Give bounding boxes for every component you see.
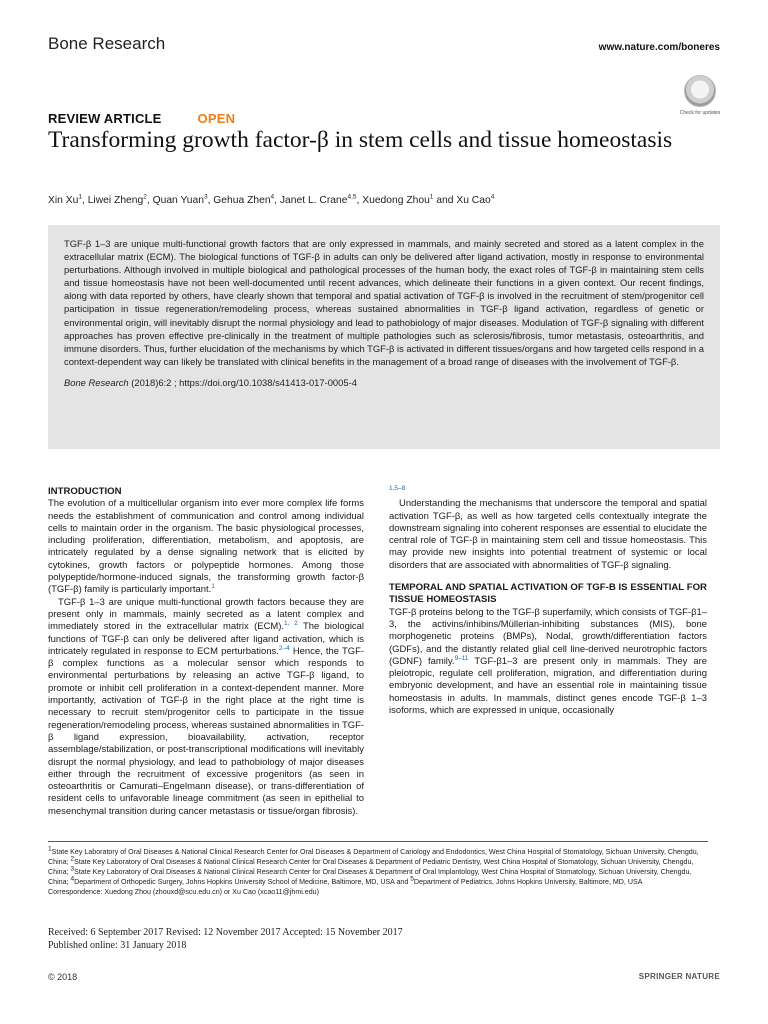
reference-link[interactable]: 1: [211, 583, 215, 591]
author-affiliation-mark: 2: [143, 193, 147, 201]
check-for-updates-label: Check for updates: [679, 110, 721, 116]
author-list: Xin Xu$^1$, Liwei Zheng$^2$, Quan Yuan$^3$, Gehua Zhen$^4$, Janet L. Crane$^{4,5}$, Xuedong Zhou$^1$ and Xu Cao$^4$: [48, 193, 495, 206]
affiliation-text: State Key Laboratory of Oral Diseases & National Clinical Research Center for Oral Diseases & Department of Oral Implantology, West China Hospital of Stomatology, Sichuan University, Chengdu, China;: [48, 868, 692, 887]
reference-link[interactable]: 1, 2: [284, 620, 298, 628]
footnote-divider: [48, 841, 708, 842]
author-name: Xin Xu: [48, 195, 79, 206]
article-dates: [48, 927, 648, 952]
abstract-box: [48, 225, 720, 449]
citation-doi-link[interactable]: (2018)6:2 ; https://doi.org/10.1038/s41413-017-0005-4: [128, 376, 357, 388]
body-column-left: [48, 486, 364, 818]
journal-url-link[interactable]: www.nature.com/boneres: [598, 42, 720, 53]
author-affiliation-mark: 3: [203, 193, 208, 201]
publisher-logo: SPRINGER NATURE: [638, 972, 720, 981]
article-type: REVIEW ARTICLE: [48, 111, 162, 126]
author-name: Gehua Zhen: [213, 195, 271, 206]
citation-journal: Bone Research: [64, 376, 129, 388]
author-name: Liwei Zheng: [87, 195, 144, 206]
affiliation-mark: 5: [410, 875, 414, 883]
paragraph-1: [48, 498, 364, 596]
open-access-label: OPEN: [197, 111, 236, 126]
paragraph-4-text: TGF-β1–3 are present only in mammals. They are pleiotropic, regulate cell proliferation, migration, and differentiation during embryonic development, and have an essential role in maintaining tissue homeostasis in adults. In mammals, distinct genes encode TGF-β 1–3 isoforms, which are expressed in unique, occasionally: [389, 655, 707, 717]
affiliation-text: State Key Laboratory of Oral Diseases & National Clinical Research Center for Oral Diseases & Department of Cariology and Endodontics, West China Hospital of Stomatology, Sichuan University, Chengdu, China;: [48, 848, 699, 867]
paragraph-2-text: TGF-β 1–3 are unique multi-functional growth factors because they are present only in mammals, mainly secreted as a latent complex and immediately stored in the extracellular matrix (ECM).: [48, 596, 364, 633]
author-name: Xuedong Zhou: [362, 195, 430, 206]
paragraph-4-text: TGF-β proteins belong to the TGF-β superfamily, which consists of TGF-β1–3, the activins/inhibins/Müllerian-inhibiting substances (MIS), bone morphogenetic proteins (BMPs), Nodal, growth/differentiation factors (GDFs), and the distantly related glial cell line-derived neurotrophic factors (GDNF) family.: [389, 606, 707, 667]
paragraph-2-text: The biological functions of TGF-β can only be delivered after ligand activation, which is intricately regulated in response to ECM perturbations.: [48, 621, 364, 657]
author-name: Xu Cao: [456, 195, 491, 206]
reference-link[interactable]: 2–4: [278, 644, 290, 652]
article-kicker: [48, 111, 235, 126]
paragraph-4: [389, 607, 707, 718]
affiliation-text: Department of Pediatrics, Johns Hopkins University, Baltimore, MD, USA: [413, 878, 643, 887]
section-heading-temporal-spatial: TEMPORAL AND SPATIAL ACTIVATION OF TGF-Β IS ESSENTIAL FOR TISSUE HOMEOSTASIS: [389, 582, 707, 606]
affiliations: [48, 847, 710, 897]
abstract-text: TGF-β 1–3 are unique multi-functional growth factors that are only expressed in mammals, and mainly secreted and stored as a latent complex in the extracellular matrix (ECM). The biological functions of TGF-β in adults can only be delivered after ligand activation, mostly in response to environmental perturbations. Although involved in multiple biological and pathological processes of the human body, the exact roles of TGF-β in maintaining stem cells and tissue homeostasis have not been well-documented until recent advances, which delineate their functions in a given context. Our recent findings, along with data reported by others, have clearly shown that temporal and spatial activation of TGF-β is involved in the recruitment of stem/progenitor cell participation in tissue regeneration/remodeling process, whereas sustained abnormalities in TGF-β ligand activation, regardless of genetic or environmental origin, will inevitably disrupt the normal physiology and lead to pathobiology of major diseases. Modulation of TGF-β signaling with different approaches has proven effective pre-clinically in the treatment of multiple pathologies such as sclerosis/fibrosis, tumor metastasis, osteoarthritis, and immune disorders. Thus, further elucidation of the mechanisms by which TGF-β is activated in different tissues/organs and how targeted cells respond in a context-dependent way can likely be translated with clinical benefits in the management of a broad range of diseases with the involvement of TGF-β.: [64, 238, 704, 367]
reference-link[interactable]: 9–11: [454, 654, 469, 662]
author-affiliation-mark: 4: [270, 193, 275, 201]
author-affiliation-mark: 1: [78, 193, 82, 201]
author-name: Quan Yuan: [152, 195, 204, 206]
affiliation-mark: 2: [70, 855, 75, 863]
affiliation-text: Department of Orthopedic Surgery, Johns Hopkins University School of Medicine, Baltimore, MD, USA and: [74, 878, 411, 887]
author-name: Janet L. Crane: [279, 195, 348, 206]
author-affiliation-mark: 1: [429, 193, 434, 201]
author-affiliation-mark: 4,5: [347, 193, 357, 201]
citation-line: [64, 377, 704, 388]
published-date: Published online: 31 January 2018: [48, 939, 187, 951]
section-heading-introduction: INTRODUCTION: [48, 486, 122, 497]
affiliation-mark: 1: [48, 845, 52, 853]
paragraph-3: Understanding the mechanisms that underscore the temporal and spatial activation TGF-β, as well as how targeted cells contextually integrate the downstream signaling into coherent responses are essential to elucidate the central role of TGF-β in maintaining stem cell and tissue homeostasis. This may provide new insights into potential treatment of systemic or local disorders that are associated with abnormalities of TGF-β signaling.: [389, 498, 707, 571]
paragraph-2-continued: [389, 486, 707, 498]
affiliation-mark: 4: [70, 875, 75, 883]
author-affiliation-mark: 4: [490, 193, 495, 201]
journal-name: Bone Research: [48, 34, 166, 53]
paragraph-2: [48, 597, 364, 818]
correspondence: Correspondence: Xuedong Zhou (zhouxd@scu.edu.cn) or Xu Cao (xcao11@jhmi.edu): [48, 888, 319, 897]
paragraph-1-text: The evolution of a multicellular organism into ever more complex life forms needs the establishment of communication and control among individual cells to maintain order in the organism. The basic physiological processes, including proliferation, differentiation, metabolism, and apoptosis, are intricately regulated by a dense signaling network that is elicited by cytokines, growth factors or polypeptide hormones. Among those polypeptide/hormone-induced signals, the transforming growth factor-β (TGF-β) family is particularly important.: [48, 498, 364, 596]
copyright: © 2018: [48, 972, 78, 982]
received-dates: Received: 6 September 2017 Revised: 12 November 2017 Accepted: 15 November 2017: [48, 927, 403, 938]
body-column-right: [389, 486, 707, 717]
affiliation-text: State Key Laboratory of Oral Diseases & National Clinical Research Center for Oral Diseases & Department of Pediatric Dentistry, West China Hospital of Stomatology, Sichuan University, Chengdu, China;: [48, 858, 694, 877]
article-title: Transforming growth factor-β in stem cells and tissue homeostasis: [48, 127, 673, 153]
paragraph-2-text: Hence, the TGF-β complex functions as a molecular sensor which responds to environmental perturbations by releasing an active TGF-β ligand, to promote or inhibit cell proliferation in a context-dependent manner. More importantly, activation of TGF-β in the right place at the right time is necessary to recruit stem/progenitor cells to participate in the tissue regeneration/remodeling process, whereas sustained abnormalities in TGF-β ligand expression, bioavailability, activation, receptor assemblage/stabilization, or post-transcriptional modifications will inevitably disrupt the normal physiology, and lead to pathobiology of major diseases either through the recruitment of excessive progenitors (as seen in osteoarthritis or Camurati–Engelmann disease), or trans-differentiation of resident cells to unfavorable lineage commitment (as seen in epithelial to mesenchymal transition during cancer metastasis or tissue/organ fibrosis).: [48, 645, 364, 817]
check-for-updates-icon[interactable]: [684, 75, 716, 107]
reference-link[interactable]: 1,5–8: [389, 484, 406, 492]
affiliation-mark: 3: [70, 865, 75, 873]
